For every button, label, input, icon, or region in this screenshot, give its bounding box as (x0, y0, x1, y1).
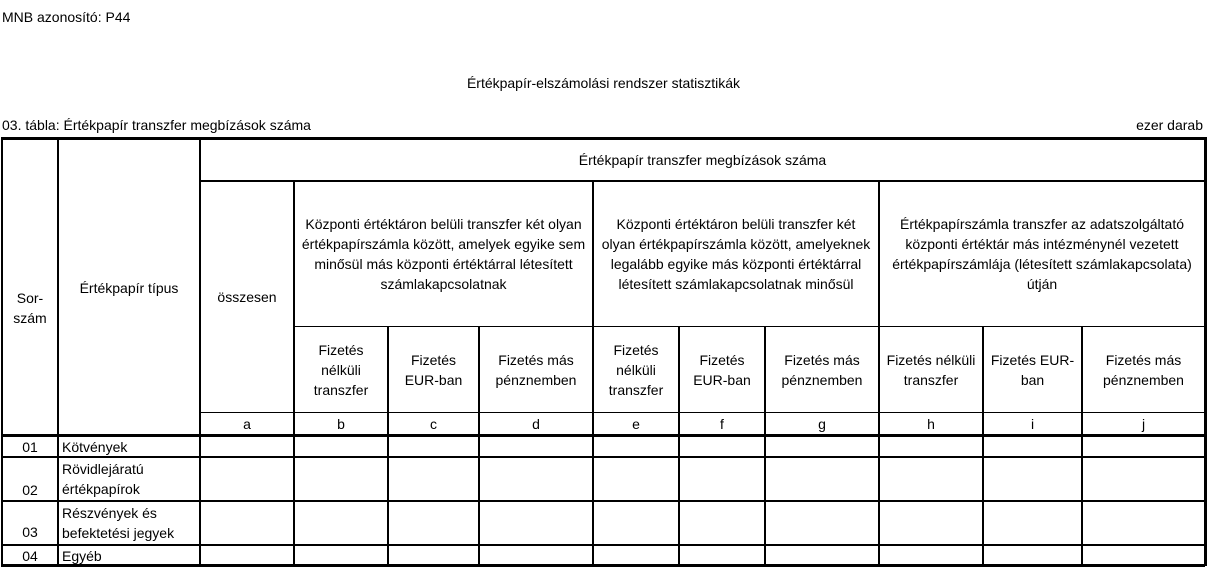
data-cell-r3-h[interactable] (880, 502, 982, 544)
data-cell-r3-i[interactable] (984, 502, 1081, 544)
data-cell-r1-j[interactable] (1083, 437, 1204, 456)
header-d-mas: Fizetés más pénznemben (495, 352, 577, 388)
data-cell-r2-c[interactable] (389, 458, 478, 500)
data-cell-r1-f[interactable] (680, 437, 764, 456)
header-c-eur: Fizetés EUR-ban (404, 352, 463, 388)
data-cell-r4-g[interactable] (766, 546, 878, 565)
data-cell-r3-b[interactable] (295, 502, 387, 544)
column-letter: d (532, 416, 540, 432)
header-ertekpapir-tipus: Értékpapír típus (79, 280, 179, 296)
header-b-nelkuli: Fizetés nélküli transzfer (313, 342, 369, 398)
row-type: Egyéb (62, 547, 102, 564)
data-cell-r1-d[interactable] (480, 437, 592, 456)
data-cell-r3-f[interactable] (680, 502, 764, 544)
row-number: 03 (22, 524, 38, 540)
column-letter: h (927, 416, 935, 432)
column-letter: j (1141, 416, 1146, 432)
unit-label: ezer darab (1136, 117, 1203, 133)
header-g-mas: Fizetés más pénznemben (781, 352, 863, 388)
column-letter: b (337, 416, 345, 432)
header-group-main: Értékpapír transzfer megbízások száma (578, 152, 827, 168)
data-cell-r4-e[interactable] (594, 546, 678, 565)
data-cell-r4-a[interactable] (201, 546, 293, 565)
data-cell-r3-j[interactable] (1083, 502, 1204, 544)
table-label: 03. tábla: Értékpapír transzfer megbízások száma (2, 117, 311, 133)
data-cell-r1-g[interactable] (766, 437, 878, 456)
data-cell-r1-b[interactable] (295, 437, 387, 456)
data-cell-r3-a[interactable] (201, 502, 293, 544)
data-cell-r2-b[interactable] (295, 458, 387, 500)
row-divider (293, 326, 1205, 327)
data-cell-r1-h[interactable] (880, 437, 982, 456)
header-h-nelkuli: Fizetés nélküli transzfer (886, 352, 976, 388)
data-cell-r2-d[interactable] (480, 458, 592, 500)
row-type: Kötvények (62, 438, 128, 455)
data-cell-r1-e[interactable] (594, 437, 678, 456)
data-cell-r4-i[interactable] (984, 546, 1081, 565)
data-cell-r3-d[interactable] (480, 502, 592, 544)
header-f-eur: Fizetés EUR-ban (693, 352, 751, 388)
row-type: Részvények és befektetési jegyek (62, 505, 175, 541)
data-cell-r2-e[interactable] (594, 458, 678, 500)
column-letter: a (243, 416, 251, 432)
row-number: 01 (22, 438, 38, 455)
data-cell-r3-e[interactable] (594, 502, 678, 544)
row-type: Rövidlejáratú értékpapírok (62, 461, 144, 497)
data-cell-r4-f[interactable] (680, 546, 764, 565)
data-cell-r4-c[interactable] (389, 546, 478, 565)
column-letter: f (720, 416, 724, 432)
data-cell-r3-c[interactable] (389, 502, 478, 544)
page-title: Értékpapír-elszámolási rendszer statisztikák (466, 75, 741, 91)
data-cell-r1-c[interactable] (389, 437, 478, 456)
data-cell-r4-b[interactable] (295, 546, 387, 565)
data-cell-r4-d[interactable] (480, 546, 592, 565)
column-letter: g (818, 416, 826, 432)
header-group-3: Értékpapírszámla transzfer az adatszolgáltató központi értéktár más intézménynél vezetett értékpapírszámlája (létesített számlakapcsolata) útján (892, 216, 1192, 292)
column-letter: i (1030, 416, 1035, 432)
row-number: 04 (22, 547, 38, 564)
data-cell-r2-f[interactable] (680, 458, 764, 500)
data-cell-r2-j[interactable] (1083, 458, 1204, 500)
data-cell-r2-i[interactable] (984, 458, 1081, 500)
header-sorszam: Sor- szám (13, 290, 47, 326)
data-cell-r1-a[interactable] (201, 437, 293, 456)
data-cell-r2-a[interactable] (201, 458, 293, 500)
header-i-eur: Fizetés EUR-ban (990, 352, 1075, 388)
data-cell-r2-h[interactable] (880, 458, 982, 500)
data-cell-r1-i[interactable] (984, 437, 1081, 456)
row-number: 02 (22, 482, 38, 498)
header-group-1: Központi értéktáron belüli transzfer két olyan értékpapírszámla között, amelyek egyike sem minősül más központi értéktárral létesített számlakapcsolatnak (301, 216, 586, 292)
column-letter: c (430, 416, 437, 432)
data-cell-r2-g[interactable] (766, 458, 878, 500)
data-cell-r4-h[interactable] (880, 546, 982, 565)
mnb-identifier: MNB azonosító: P44 (2, 9, 131, 25)
header-group-2: Központi értéktáron belüli transzfer két olyan értékpapírszámla között, amelyeknek legalább egyike más központi értéktárral létesített számlakapcsolatnak minősül (601, 216, 871, 292)
header-j-mas: Fizetés más pénznemben (1103, 352, 1184, 388)
data-cell-r3-g[interactable] (766, 502, 878, 544)
data-cell-r4-j[interactable] (1083, 546, 1204, 565)
column-letter: e (632, 416, 640, 432)
header-e-nelkuli: Fizetés nélküli transzfer (608, 342, 664, 398)
header-osszesen: összesen (217, 289, 277, 305)
row-divider (199, 412, 1205, 413)
